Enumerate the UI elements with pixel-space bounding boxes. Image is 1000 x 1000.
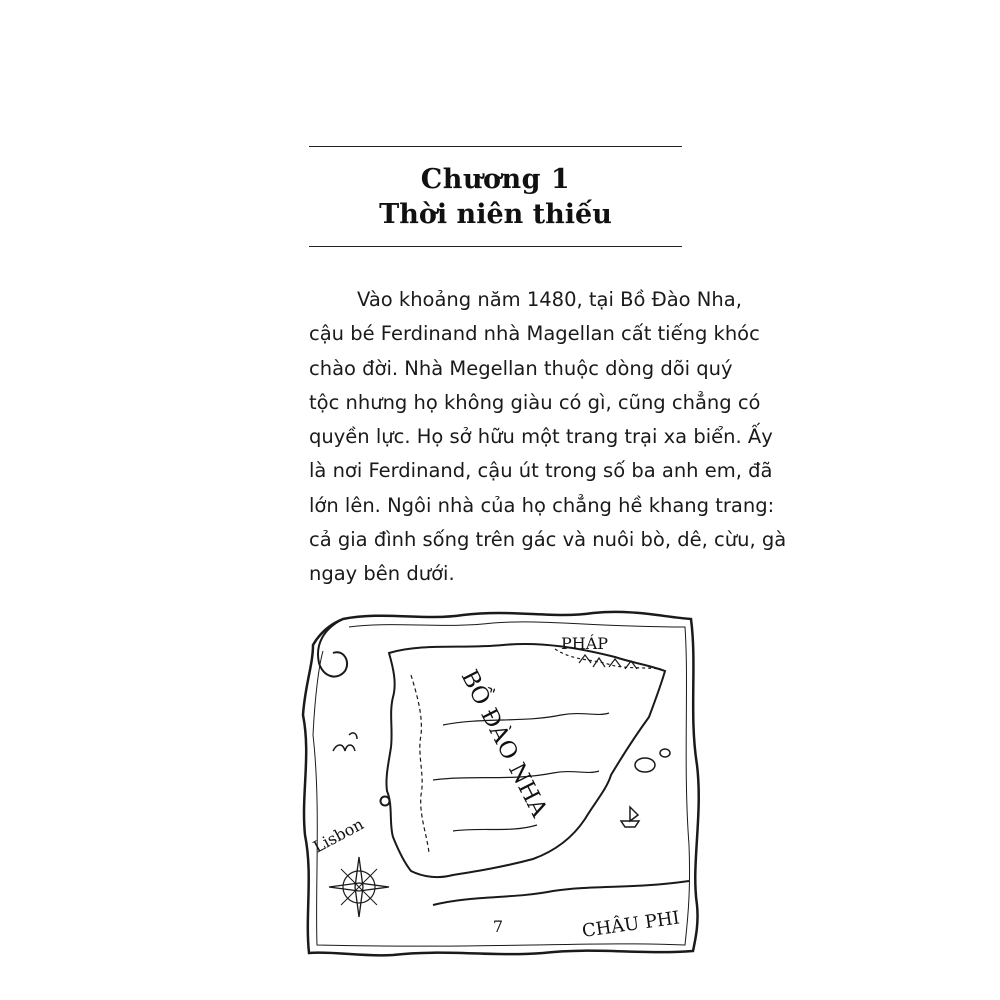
label-africa: CHÂU PHI — [580, 907, 682, 942]
body-line: lớn lên. Ngôi nhà của họ chẳng hề khang trang: — [309, 493, 775, 517]
page-number: 7 — [492, 917, 504, 936]
body-line: quyền lực. Họ sở hữu một trang trại xa biển. Ấy — [309, 425, 773, 449]
label-lisbon: Lisbon — [309, 814, 367, 857]
river — [453, 825, 537, 831]
body-line: là nơi Ferdinand, cậu út trong số ba anh em, đã — [309, 459, 773, 483]
body-line: ngay bên dưới. — [309, 562, 455, 586]
body-paragraph — [309, 283, 787, 592]
chapter-rule-top — [309, 146, 682, 147]
iberia-map-illustration — [293, 605, 703, 960]
compass-rose — [329, 857, 389, 917]
body-line: tộc nhưng họ không giàu có gì, cũng chẳng có — [309, 390, 761, 414]
label-france: PHÁP — [561, 634, 609, 653]
body-line: cậu bé Ferdinand nhà Magellan cất tiếng khóc — [309, 322, 760, 346]
africa-coast — [433, 881, 689, 905]
chapter-number: Chương 1 — [420, 164, 571, 195]
label-portugal: BỒ ĐÀO NHA — [455, 665, 553, 822]
body-line: chào đời. Nhà Megellan thuộc dòng dõi quý — [309, 356, 733, 380]
island — [660, 749, 670, 757]
body-line: cả gia đình sống trên gác và nuôi bò, dê, cừu, gà — [309, 528, 787, 552]
portugal-border — [411, 675, 429, 853]
scroll-curl — [318, 619, 347, 677]
body-line: Vào khoảng năm 1480, tại Bồ Đào Nha, — [357, 288, 742, 311]
island — [635, 758, 655, 772]
sea-serpent — [333, 733, 357, 751]
lisbon-marker — [381, 797, 390, 806]
chapter-rule-bottom — [309, 246, 682, 247]
chapter-title: Thời niên thiếu — [379, 199, 612, 230]
river — [443, 713, 609, 725]
ship — [621, 807, 639, 827]
